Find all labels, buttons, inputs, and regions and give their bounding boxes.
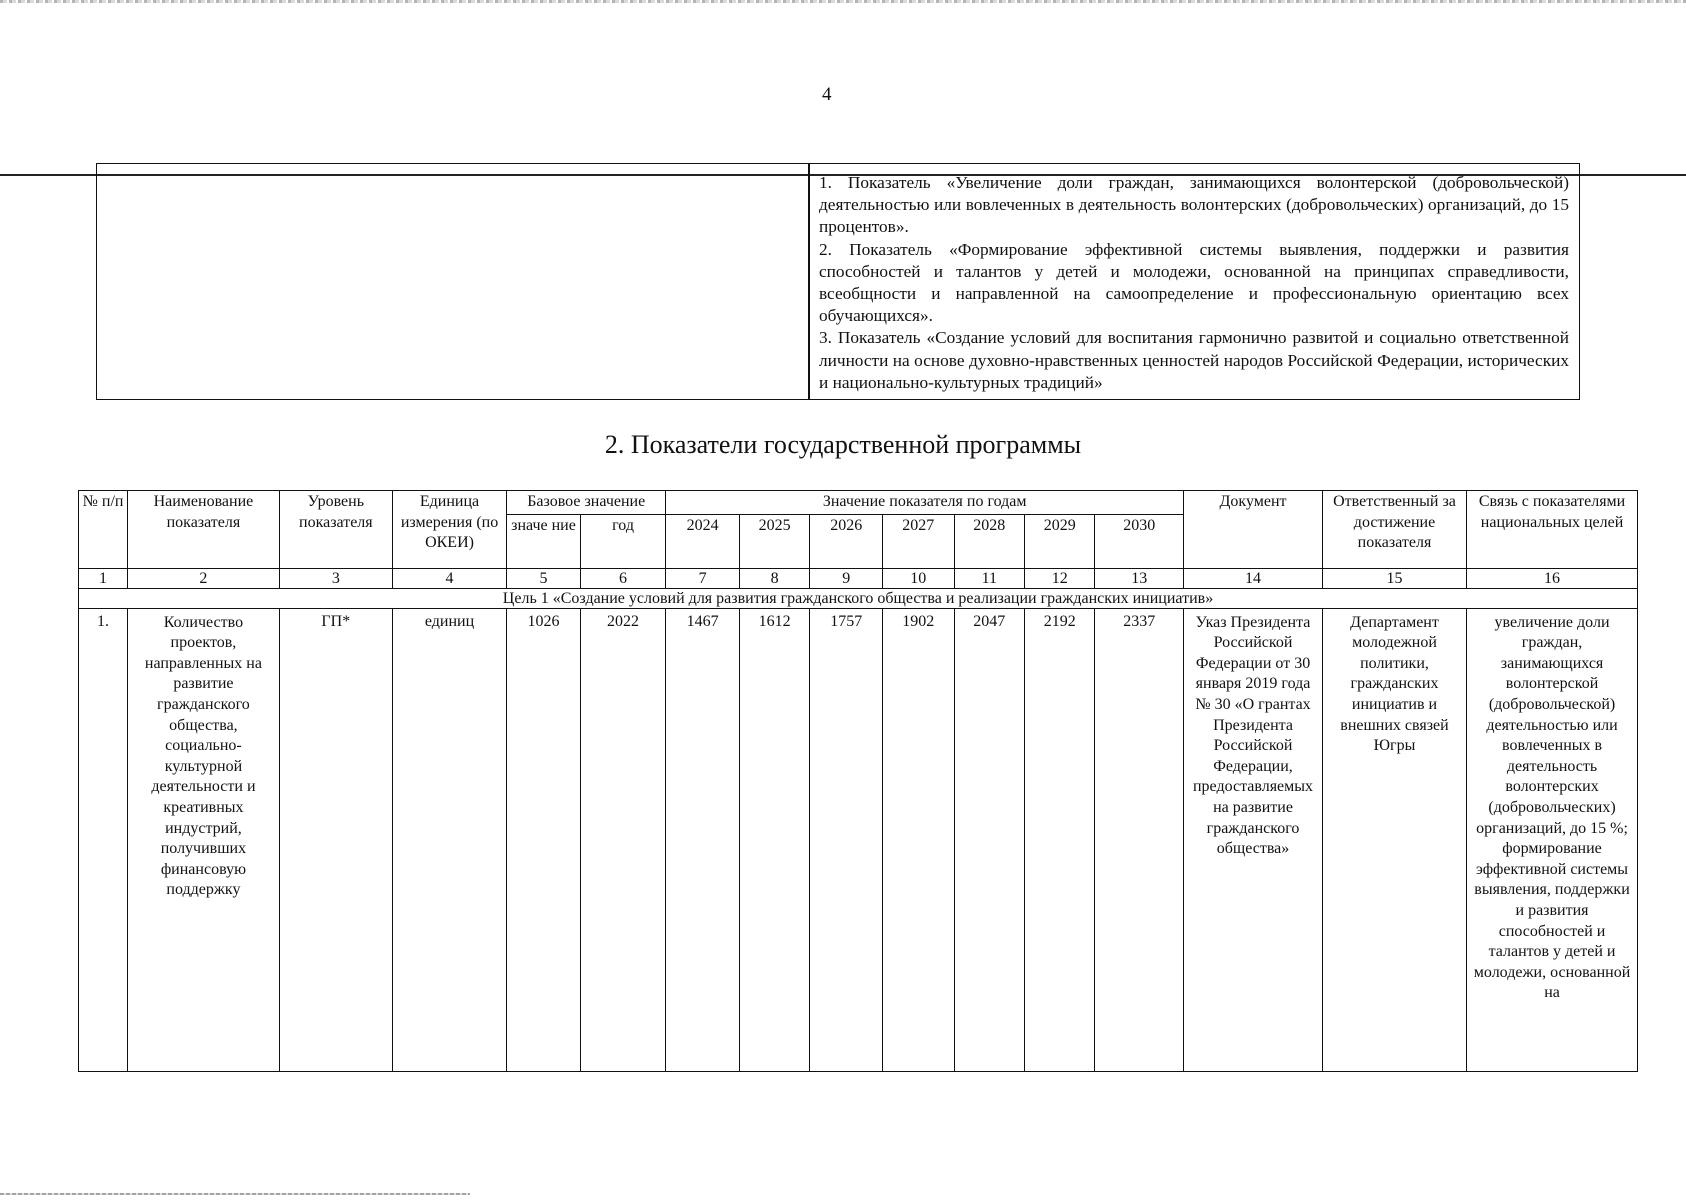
value-2030: 2337 [1095, 608, 1184, 1071]
header-year: 2027 [883, 514, 955, 568]
value-2028: 2047 [954, 608, 1024, 1071]
column-number: 5 [507, 568, 581, 588]
column-number: 9 [810, 568, 883, 588]
indicator-3: 3. Показатель «Создание условий для воспитания гармонично развитой и социально ответственной личности на основе духовно-нравственных ценностей народов Российской Федерации, исторических и национально-культурных традиций» [819, 328, 1569, 392]
column-number: 7 [666, 568, 740, 588]
header-unit: Единица измерения (по ОКЕИ) [392, 491, 506, 569]
column-number: 6 [580, 568, 665, 588]
value-2025: 1612 [739, 608, 809, 1071]
header-year: 2026 [810, 514, 883, 568]
column-number: 11 [954, 568, 1024, 588]
section-title: 2. Показатели государственной программы [604, 430, 1082, 459]
document: Указ Президента Российской Федерации от 30 января 2019 года № 30 «О грантах Президента Российской Федерации, предоставляемых на развитие гражданского общества» [1184, 608, 1323, 1071]
value-2024: 1467 [666, 608, 740, 1071]
national-goal-link: увеличение доли граждан, занимающихся волонтерской (добровольческой) деятельностью или вовлеченных в деятельность волонтерских (добровольческих) организаций, до 15 %; формирование эффективной системы выявления, поддержки и развития способностей и талантов у детей и молодежи, основанной на [1467, 608, 1638, 1071]
header-base-value-value: значе ние [507, 514, 581, 568]
base-value: 1026 [507, 608, 581, 1071]
page-number: 4 [822, 84, 832, 105]
column-number-row [79, 568, 1638, 588]
scan-edge-top [0, 0, 1686, 3]
unit: единиц [392, 608, 506, 1071]
column-number: 13 [1095, 568, 1184, 588]
indicators-table [78, 490, 1638, 1072]
passport-table-fragment [96, 163, 1580, 400]
column-number: 3 [279, 568, 392, 588]
column-number: 8 [739, 568, 809, 588]
header-document: Документ [1184, 491, 1323, 569]
header-values-by-years: Значение показателя по годам [666, 491, 1184, 515]
column-number: 10 [883, 568, 955, 588]
scan-edge-bottom [0, 1193, 470, 1195]
indicator-level: ГП* [279, 608, 392, 1071]
header-year: 2024 [666, 514, 740, 568]
value-2027: 1902 [883, 608, 955, 1071]
header-base-value: Базовое значение [507, 491, 666, 515]
column-number: 14 [1184, 568, 1323, 588]
header-year: 2028 [954, 514, 1024, 568]
header-num: № п/п [79, 491, 128, 569]
column-number: 12 [1025, 568, 1095, 588]
column-number: 1 [79, 568, 128, 588]
row-num: 1. [79, 608, 128, 1071]
column-divider [808, 164, 810, 399]
column-number: 16 [1467, 568, 1638, 588]
value-2029: 2192 [1025, 608, 1095, 1071]
base-year: 2022 [580, 608, 665, 1071]
national-goal-indicators [819, 172, 1569, 394]
column-number: 4 [392, 568, 506, 588]
goal-row [79, 588, 1638, 608]
indicator-2: 2. Показатель «Формирование эффективной системы выявления, поддержки и развития способностей и талантов у детей и молодежи, основанной на принципах справедливости, всеобщности и направленной на самоопределение и профессиональную ориентацию всех обучающихся». [819, 239, 1569, 326]
indicator-name: Количество проектов, направленных на развитие гражданского общества, социально-культурной деятельности и креативных индустрий, получивших финансовую поддержку [128, 608, 280, 1071]
column-number: 2 [128, 568, 280, 588]
header-name: Наименование показателя [128, 491, 280, 569]
header-year: 2025 [739, 514, 809, 568]
indicator-1: 1. Показатель «Увеличение доли граждан, занимающихся волонтерской (добровольческой) деятельностью или вовлеченных в деятельность волонтерских (добровольческих) организаций, до 15 процентов». [819, 173, 1569, 237]
responsible: Департамент молодежной политики, гражданских инициатив и внешних связей Югры [1322, 608, 1466, 1071]
header-responsible: Ответственный за достижение показателя [1322, 491, 1466, 569]
value-2026: 1757 [810, 608, 883, 1071]
header-year: 2029 [1025, 514, 1095, 568]
header-base-value-year: год [580, 514, 665, 568]
header-link: Связь с показателями национальных целей [1467, 491, 1638, 569]
header-level: Уровень показателя [279, 491, 392, 569]
goal-title: Цель 1 «Создание условий для развития гражданского общества и реализации гражданских инициатив» [79, 588, 1638, 608]
column-number: 15 [1322, 568, 1466, 588]
table-row [79, 608, 1638, 1071]
header-year: 2030 [1095, 514, 1184, 568]
